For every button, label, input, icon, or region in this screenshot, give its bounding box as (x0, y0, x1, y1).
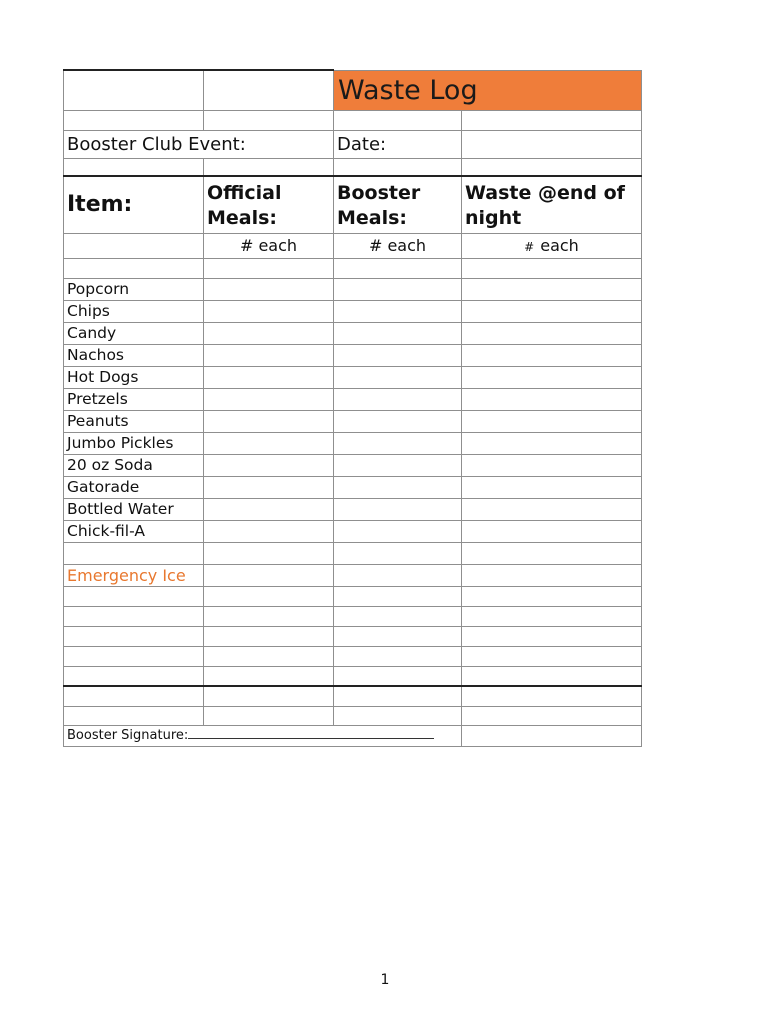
blank-cell[interactable] (64, 258, 204, 278)
blank-cell[interactable] (334, 706, 462, 725)
official-count-cell[interactable] (204, 388, 334, 410)
booster-count-cell[interactable] (334, 564, 462, 586)
blank-cell[interactable] (462, 258, 642, 278)
blank-cell[interactable] (204, 542, 334, 564)
table-row (64, 388, 642, 410)
official-count-cell[interactable] (204, 300, 334, 322)
item-name: Jumbo Pickles (64, 432, 204, 454)
blank-cell[interactable] (204, 626, 334, 646)
blank-cell[interactable] (462, 626, 642, 646)
booster-count-cell[interactable] (334, 388, 462, 410)
official-count-cell[interactable] (204, 410, 334, 432)
blank-cell[interactable] (204, 646, 334, 666)
blank-cell[interactable] (462, 110, 642, 130)
waste-count-cell[interactable] (462, 498, 642, 520)
waste-count-cell[interactable] (462, 454, 642, 476)
blank-cell[interactable] (204, 666, 334, 686)
item-name: Candy (64, 322, 204, 344)
waste-count-cell[interactable] (462, 410, 642, 432)
item-name: Popcorn (64, 278, 204, 300)
official-count-cell[interactable] (204, 278, 334, 300)
waste-log-table (63, 69, 642, 747)
table-row (64, 564, 642, 586)
table-row (64, 454, 642, 476)
event-date-row (64, 130, 642, 158)
blank-cell[interactable] (334, 646, 462, 666)
table-row (64, 258, 642, 278)
official-count-cell[interactable] (204, 322, 334, 344)
waste-count-cell[interactable] (462, 300, 642, 322)
blank-cell[interactable] (462, 606, 642, 626)
blank-cell[interactable] (64, 542, 204, 564)
blank-cell[interactable] (204, 586, 334, 606)
official-count-cell[interactable] (204, 344, 334, 366)
blank-cell[interactable] (334, 666, 462, 686)
blank-cell[interactable] (462, 586, 642, 606)
blank-cell[interactable] (204, 258, 334, 278)
table-row (64, 410, 642, 432)
table-row (64, 278, 642, 300)
blank-cell[interactable] (462, 646, 642, 666)
blank-cell[interactable] (64, 646, 204, 666)
blank-cell[interactable] (204, 606, 334, 626)
page-title: Waste Log (334, 70, 642, 110)
booster-unit: # each (334, 233, 462, 258)
booster-count-cell[interactable] (334, 366, 462, 388)
official-meals-header: Official Meals: (204, 176, 334, 233)
item-name: Peanuts (64, 410, 204, 432)
waste-count-cell[interactable] (462, 432, 642, 454)
waste-header: Waste @end of night (462, 176, 642, 233)
table-row (64, 300, 642, 322)
waste-unit-each: each (540, 236, 579, 255)
date-label: Date: (334, 130, 462, 158)
blank-cell[interactable] (64, 110, 204, 130)
blank-cell[interactable] (334, 158, 462, 176)
item-name: Pretzels (64, 388, 204, 410)
item-name: 20 oz Soda (64, 454, 204, 476)
blank-cell[interactable] (462, 686, 642, 706)
official-count-cell[interactable] (204, 520, 334, 542)
emergency-ice-item: Emergency Ice (64, 564, 204, 586)
title-row (64, 70, 642, 110)
table-row (64, 322, 642, 344)
event-label: Booster Club Event: (64, 130, 334, 158)
blank-cell[interactable] (334, 686, 462, 706)
table-row (64, 606, 642, 626)
blank-cell[interactable] (462, 706, 642, 725)
booster-count-cell[interactable] (334, 278, 462, 300)
item-name: Chips (64, 300, 204, 322)
item-name: Bottled Water (64, 498, 204, 520)
table-row (64, 666, 642, 686)
blank-cell[interactable] (64, 586, 204, 606)
blank-cell[interactable] (64, 686, 204, 706)
blank-cell[interactable] (64, 626, 204, 646)
blank-cell[interactable] (204, 706, 334, 725)
signature-line[interactable] (188, 729, 434, 739)
waste-count-cell[interactable] (462, 388, 642, 410)
blank-cell[interactable] (334, 606, 462, 626)
blank-cell[interactable] (204, 70, 334, 110)
blank-cell[interactable] (334, 542, 462, 564)
booster-count-cell[interactable] (334, 322, 462, 344)
signature-row (64, 725, 642, 746)
official-count-cell[interactable] (204, 498, 334, 520)
table-row (64, 476, 642, 498)
waste-count-cell[interactable] (462, 344, 642, 366)
blank-cell[interactable] (64, 666, 204, 686)
booster-count-cell[interactable] (334, 410, 462, 432)
blank-cell[interactable] (204, 158, 334, 176)
table-row (64, 520, 642, 542)
header-row (64, 176, 642, 233)
item-header: Item: (64, 176, 204, 233)
blank-cell[interactable] (462, 542, 642, 564)
official-count-cell[interactable] (204, 476, 334, 498)
units-row (64, 233, 642, 258)
table-row (64, 646, 642, 666)
table-row (64, 542, 642, 564)
spacer-row (64, 110, 642, 130)
waste-count-cell[interactable] (462, 278, 642, 300)
table-row (64, 586, 642, 606)
item-name: Chick-fil-A (64, 520, 204, 542)
waste-count-cell[interactable] (462, 322, 642, 344)
blank-cell[interactable] (334, 586, 462, 606)
official-count-cell[interactable] (204, 366, 334, 388)
blank-cell[interactable] (334, 110, 462, 130)
signature-field[interactable] (64, 725, 462, 746)
booster-count-cell[interactable] (334, 300, 462, 322)
booster-count-cell[interactable] (334, 498, 462, 520)
official-count-cell[interactable] (204, 564, 334, 586)
booster-meals-header: Booster Meals: (334, 176, 462, 233)
table-row (64, 366, 642, 388)
table-row (64, 706, 642, 725)
blank-cell[interactable] (64, 606, 204, 626)
table-row (64, 686, 642, 706)
blank-cell[interactable] (334, 626, 462, 646)
waste-count-cell[interactable] (462, 564, 642, 586)
blank-cell[interactable] (204, 686, 334, 706)
waste-unit (462, 233, 642, 258)
item-name: Gatorade (64, 476, 204, 498)
table-row (64, 344, 642, 366)
booster-count-cell[interactable] (334, 344, 462, 366)
table-row (64, 626, 642, 646)
table-row (64, 432, 642, 454)
blank-cell[interactable] (64, 158, 204, 176)
signature-label: Booster Signature: (67, 728, 189, 743)
official-count-cell[interactable] (204, 432, 334, 454)
waste-count-cell[interactable] (462, 520, 642, 542)
blank-cell[interactable] (462, 158, 642, 176)
blank-cell[interactable] (334, 258, 462, 278)
item-name: Nachos (64, 344, 204, 366)
waste-count-cell[interactable] (462, 366, 642, 388)
blank-cell[interactable] (64, 706, 204, 725)
blank-cell (64, 233, 204, 258)
booster-count-cell[interactable] (334, 432, 462, 454)
booster-count-cell[interactable] (334, 454, 462, 476)
blank-cell[interactable] (64, 70, 204, 110)
blank-cell[interactable] (462, 725, 642, 746)
blank-cell[interactable] (204, 110, 334, 130)
booster-count-cell[interactable] (334, 520, 462, 542)
spacer-row (64, 158, 642, 176)
waste-count-cell[interactable] (462, 476, 642, 498)
item-name: Hot Dogs (64, 366, 204, 388)
official-count-cell[interactable] (204, 454, 334, 476)
booster-count-cell[interactable] (334, 476, 462, 498)
date-field[interactable] (462, 130, 642, 158)
waste-unit-hash: # (524, 240, 535, 254)
table-row (64, 498, 642, 520)
blank-cell[interactable] (462, 666, 642, 686)
page-number: 1 (380, 972, 390, 988)
official-unit: # each (204, 233, 334, 258)
